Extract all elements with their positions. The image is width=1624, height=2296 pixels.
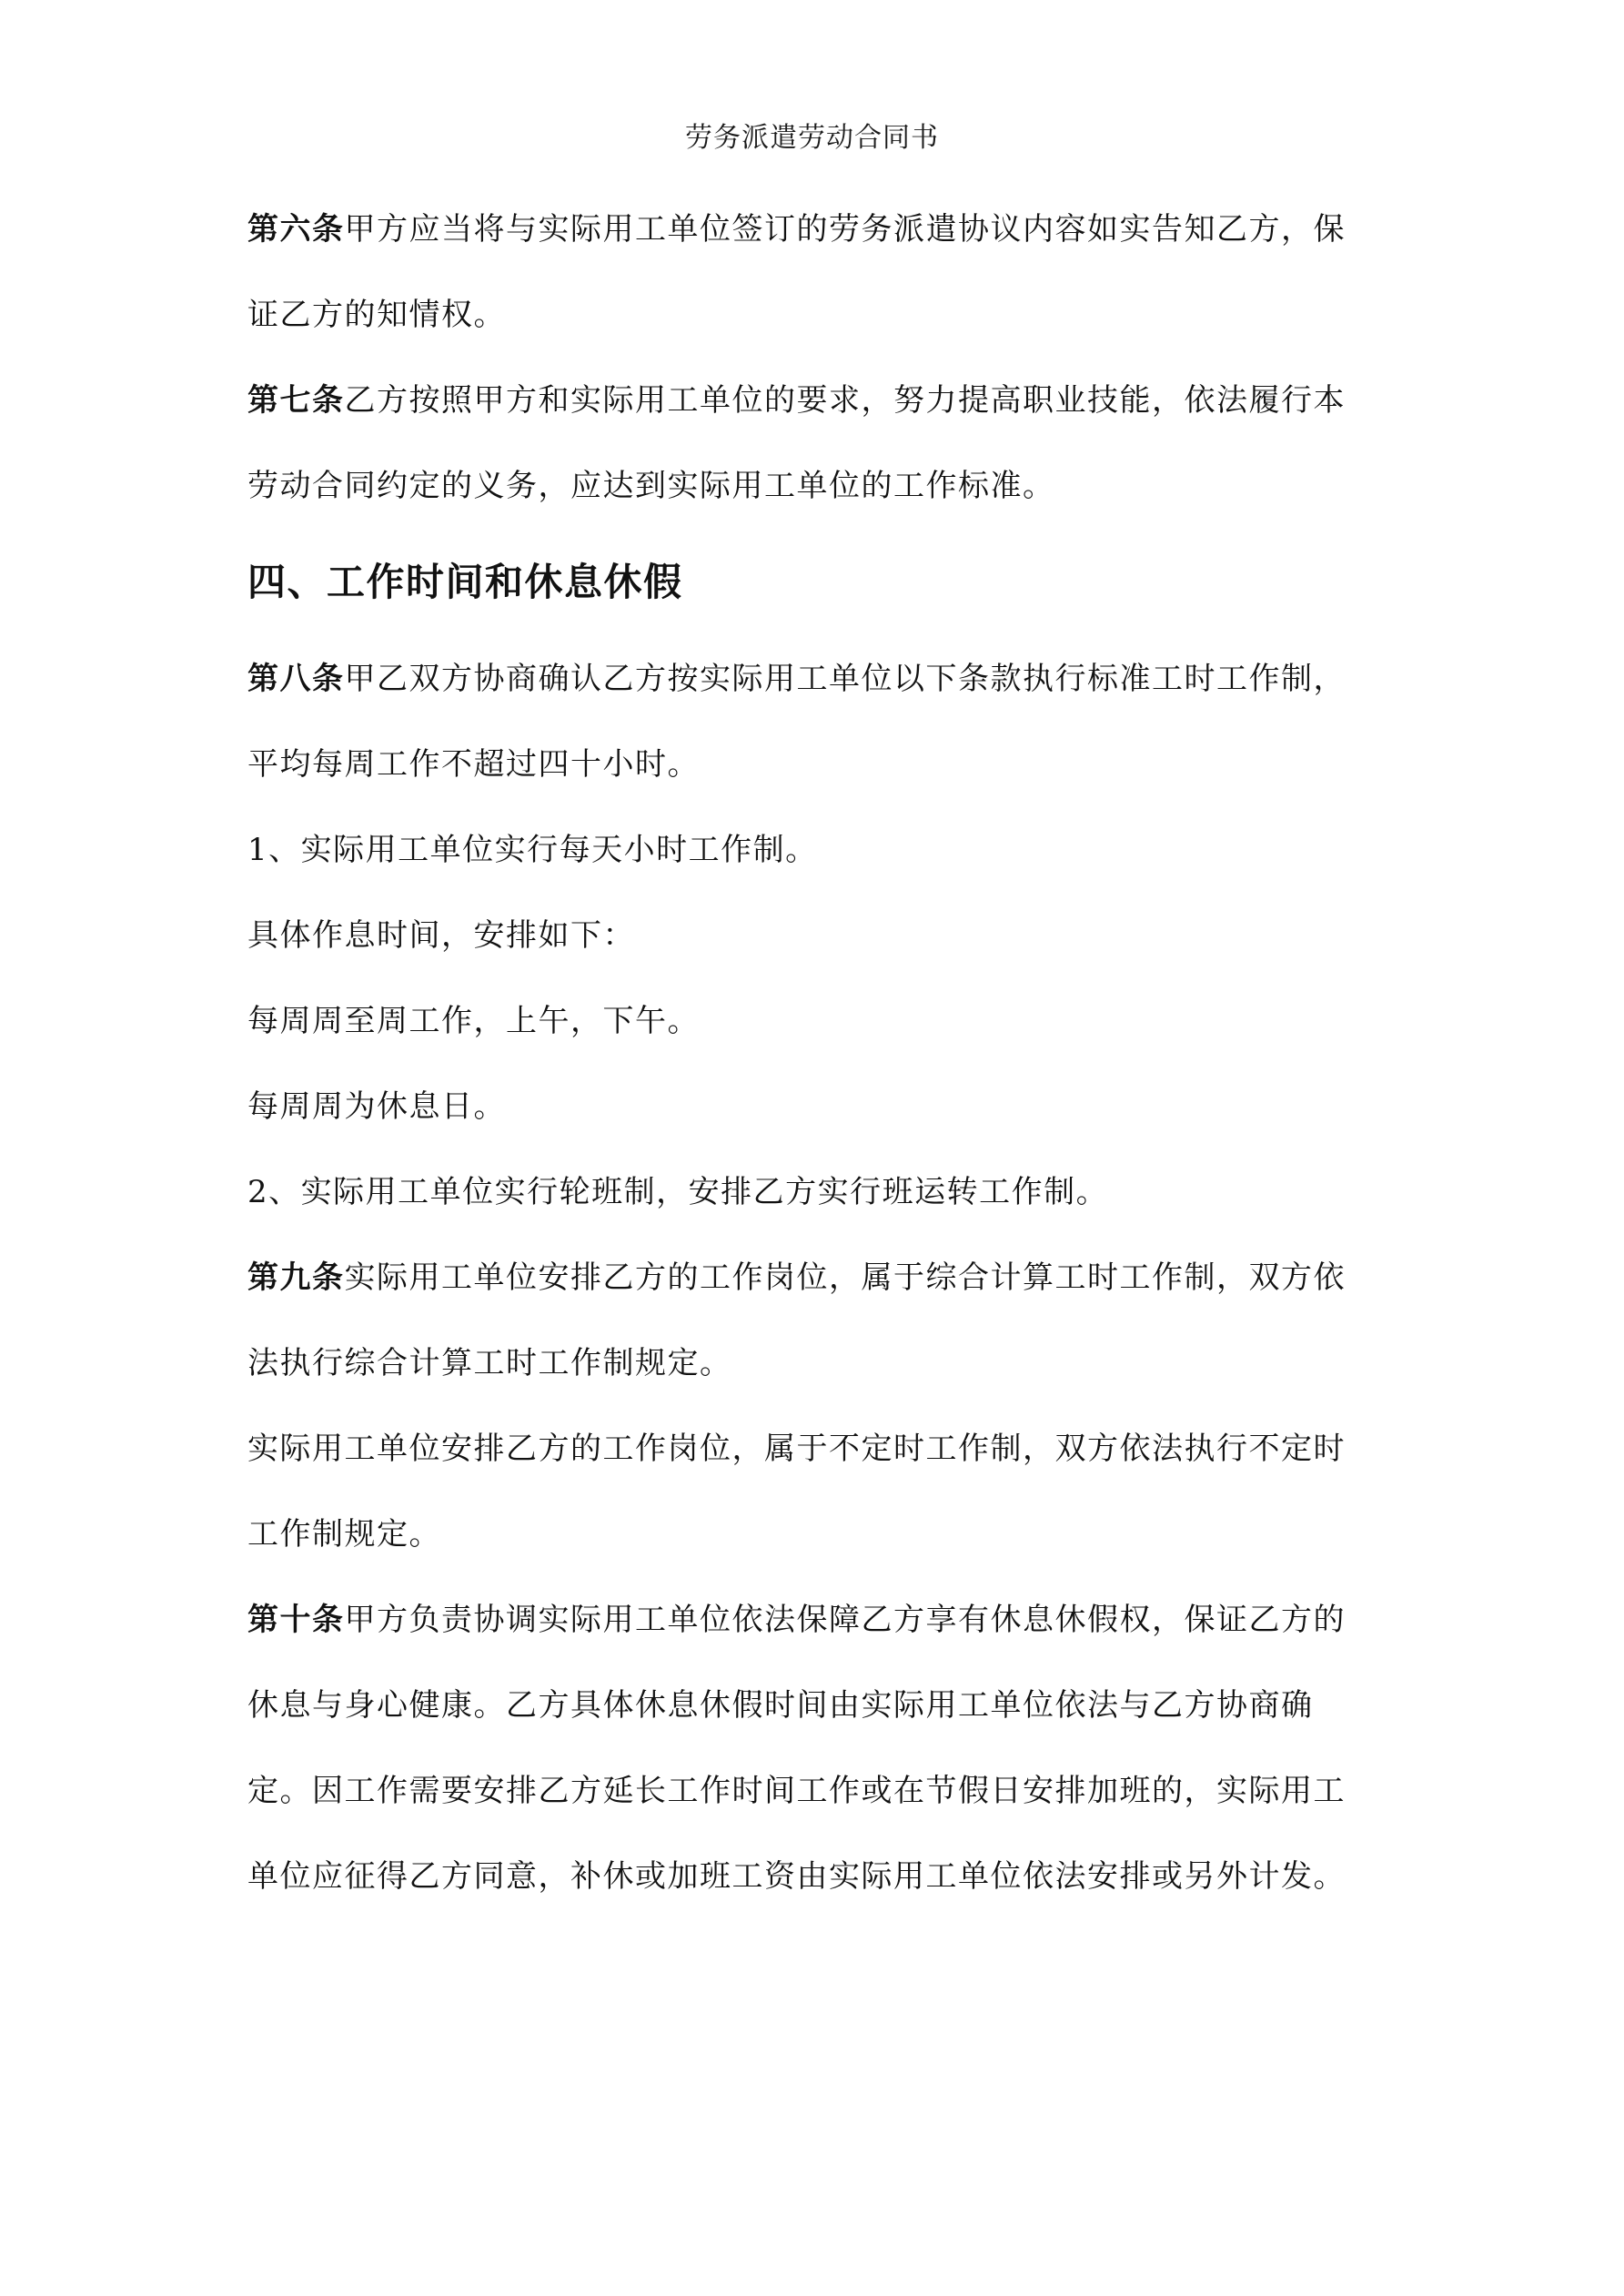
article-9-line-4: 工作制规定。 [247,1516,441,1553]
article-6-line-1 [247,187,1394,272]
schedule-rest: 每周周为休息日。 [247,1088,506,1125]
schedule-intro: 具体作息时间，安排如下： [247,917,635,954]
article-7-line-1 [247,358,1394,443]
schedule-work: 每周周至周工作，上午，下午。 [247,1003,700,1039]
article-8-line-1 [247,636,1394,722]
article-8-text: 甲乙双方协商确认乙方按实际用工单位以下条款执行标准工时工作制， [344,661,1346,697]
article-9-line-1 [247,1235,1394,1320]
article-7-label: 第七条 [247,382,345,419]
article-10-line-2: 休息与身心健康。乙方具体休息休假时间由实际用工单位依法与乙方协商确 [247,1687,1314,1724]
article-9-label: 第九条 [247,1259,345,1296]
article-7-line-2: 劳动合同约定的义务，应达到实际用工单位的工作标准。 [247,468,1055,504]
article-6-label: 第六条 [247,211,345,248]
article-9-text: 实际用工单位安排乙方的工作岗位，属于综合计算工时工作制，双方依 [344,1259,1346,1296]
page-header-title: 劳务派遣劳动合同书 [685,122,939,154]
article-8-label: 第八条 [247,661,345,697]
article-10-line-1 [247,1577,1394,1663]
article-9-line-2: 法执行综合计算工时工作制规定。 [247,1345,732,1381]
article-8-line-2: 平均每周工作不超过四十小时。 [247,746,700,783]
article-6-line-2: 证乙方的知情权。 [247,297,506,333]
article-9-line-3: 实际用工单位安排乙方的工作岗位，属于不定时工作制，双方依法执行不定时 [247,1431,1346,1467]
article-10-line-4: 单位应征得乙方同意，补休或加班工资由实际用工单位依法安排或另外计发。 [247,1858,1346,1895]
article-8-item-1: 1、实际用工单位实行每天小时工作制。 [247,832,818,868]
article-10-line-3: 定。因工作需要安排乙方延长工作时间工作或在节假日安排加班的，实际用工 [247,1773,1346,1809]
article-10-label: 第十条 [247,1602,345,1638]
document-body [247,187,1394,1919]
section-heading: 四、工作时间和休息休假 [247,560,683,604]
article-7-text: 乙方按照甲方和实际用工单位的要求，努力提高职业技能，依法履行本 [344,382,1346,419]
article-8-item-2: 2、实际用工单位实行轮班制，安排乙方实行班运转工作制。 [247,1174,1109,1210]
article-6-text: 甲方应当将与实际用工单位签订的劳务派遣协议内容如实告知乙方，保 [344,211,1346,248]
article-10-text: 甲方负责协调实际用工单位依法保障乙方享有休息休假权，保证乙方的 [344,1602,1346,1638]
